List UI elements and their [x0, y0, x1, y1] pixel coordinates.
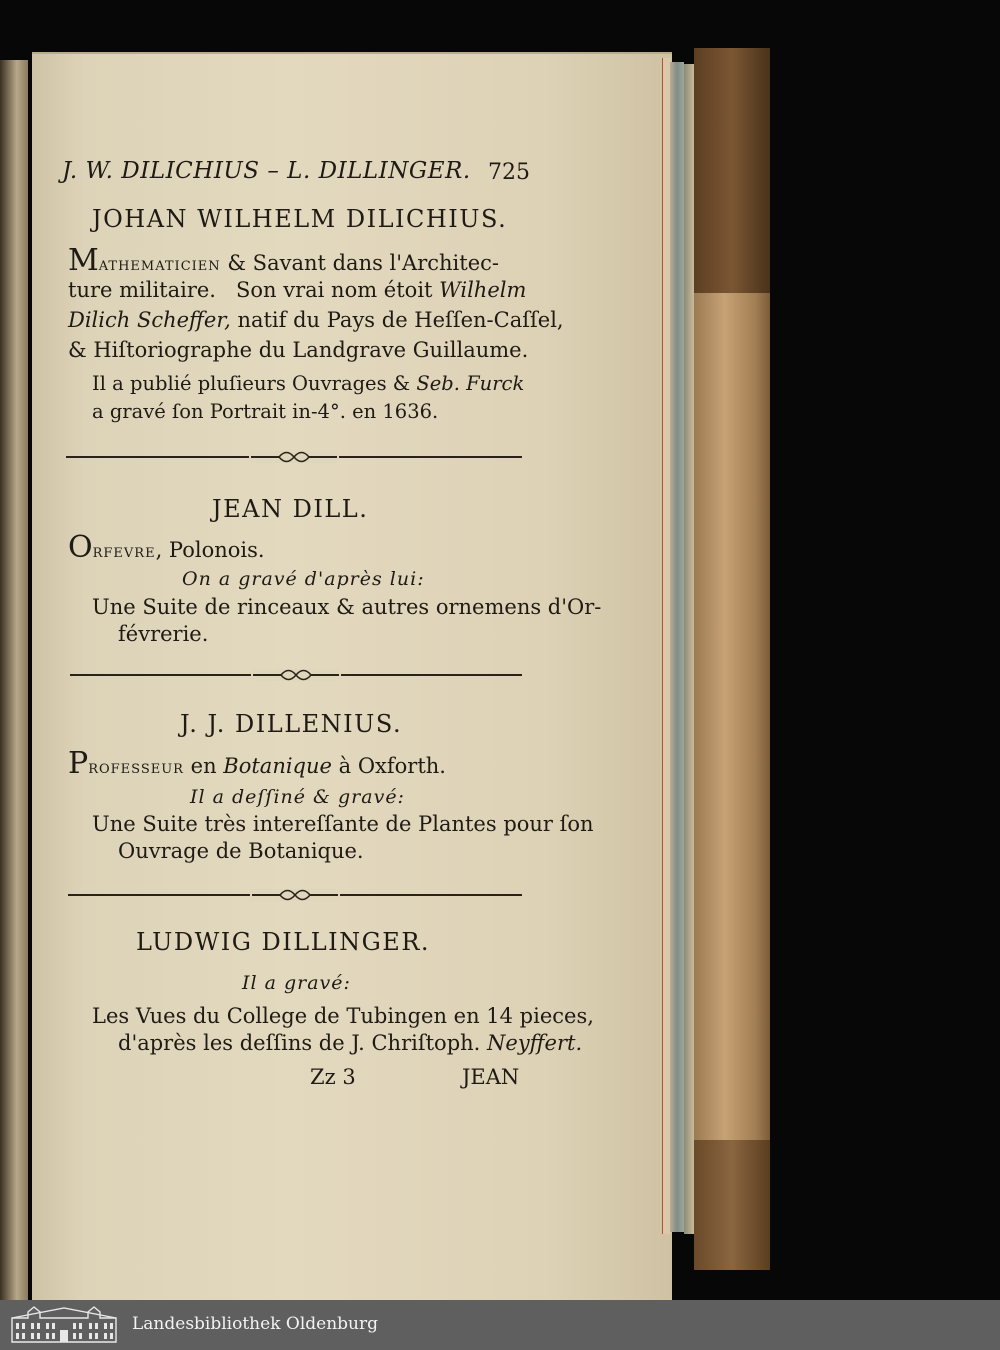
engraved-heading: Il a deſſiné & gravé: [190, 786, 405, 808]
engraved-heading: Il a gravé: [242, 972, 351, 994]
work-line: Ouvrage de Botanique. [118, 839, 364, 863]
entry-heading-dill: JEAN DILL. [212, 495, 369, 523]
description-text: en [183, 754, 224, 778]
ornamental-rule [68, 890, 522, 900]
drop-capital: O [68, 530, 93, 565]
small-caps-word: athematicien [98, 254, 221, 275]
ornamental-rule [66, 452, 522, 462]
description-text: , Polonois. [155, 538, 265, 562]
entry-description-line: & Hiſtoriographe du Landgrave Guillaume. [68, 338, 529, 362]
library-building-icon[interactable] [8, 1304, 120, 1344]
entry-description-line [68, 746, 446, 781]
work-line: Une Suite très intereſſante de Plantes pour ſon [92, 812, 594, 836]
signature-mark: Zz 3 [310, 1065, 356, 1089]
ornamental-rule [70, 670, 522, 680]
small-caps-word: rfevre [92, 541, 156, 562]
rule-ornament-icon [250, 889, 340, 901]
description-text: & Savant dans l'Architec- [220, 251, 499, 275]
drop-capital: M [68, 243, 99, 278]
page-stack-edge [670, 62, 684, 1232]
book-cover-leather-bottom [694, 1140, 770, 1270]
drop-capital: P [68, 746, 89, 781]
engraved-heading: On a gravé d'après lui: [182, 568, 425, 590]
entry-heading-dilichius: JOHAN WILHELM DILICHIUS. [92, 205, 508, 233]
rule-ornament-icon [249, 451, 339, 463]
entry-note-line [92, 372, 524, 395]
entry-note-line: a gravé ſon Portrait in-4°. en 1636. [92, 400, 439, 423]
description-text: à Oxforth. [331, 754, 446, 778]
work-italic: Neyffert. [487, 1031, 583, 1055]
work-line: févrerie. [118, 622, 209, 646]
work-line: Les Vues du College de Tubingen en 14 pieces, [92, 1004, 594, 1028]
work-text: d'après les deſſins de J. Chriſtoph. [118, 1031, 488, 1055]
small-caps-word: rofesseur [88, 757, 184, 778]
entry-description-line [68, 530, 265, 565]
book-cover-leather-top [694, 48, 770, 293]
description-text: natif du Pays de Heſſen-Caſſel, [230, 308, 564, 332]
library-name[interactable]: Landesbibliothek Oldenburg [132, 1314, 379, 1334]
description-italic: Botanique [223, 754, 332, 778]
entry-description-line [68, 278, 526, 302]
description-text: ture militaire. Son vrai nom étoit [68, 278, 440, 302]
work-line [118, 1031, 582, 1055]
left-page-edge [0, 60, 28, 1300]
description-italic: Dilich Scheffer, [68, 308, 231, 332]
page-stack-edge-inner [684, 64, 694, 1234]
entry-description-line [68, 243, 499, 278]
running-head: J. W. DILICHIUS – L. DILLINGER. [62, 158, 471, 184]
rule-ornament-icon [251, 669, 341, 681]
work-line: Une Suite de rinceaux & autres ornemens d'Or- [92, 595, 602, 619]
note-text: Il a publié pluſieurs Ouvrages & [92, 372, 417, 395]
page-number: 725 [488, 160, 530, 185]
note-italic: Seb. Furck [416, 372, 525, 395]
catchword: JEAN [462, 1065, 520, 1089]
entry-heading-dillinger: LUDWIG DILLINGER. [136, 928, 431, 956]
description-italic: Wilhelm [439, 278, 527, 302]
entry-heading-dillenius: J. J. DILLENIUS. [180, 710, 403, 738]
entry-description-line [68, 308, 564, 332]
